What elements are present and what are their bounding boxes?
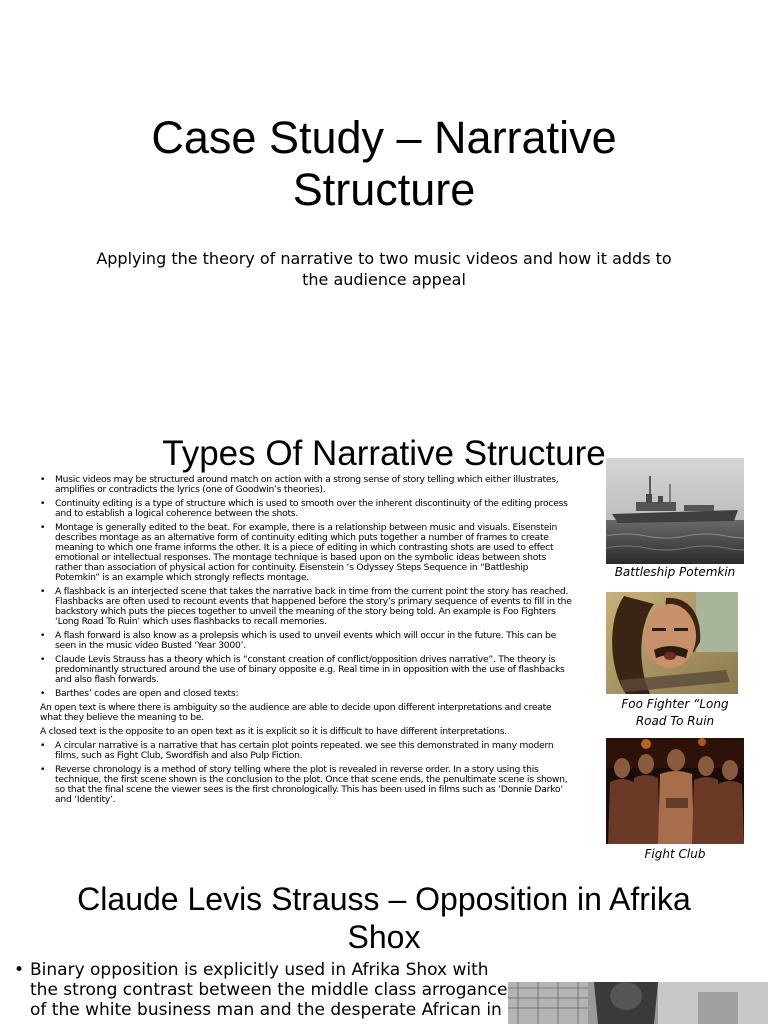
list-item: • Continuity editing is a type of structure which is used to smooth over the inherent discontinuity of the editing process and to establish a logical coherence between the shots. <box>40 499 572 519</box>
list-item: • A flash forward is also know as a prolepsis which is used to unveil events which will occur in the future. This can be seen in the music video Busted ‘Year 3000’. <box>40 631 572 651</box>
caption-foo-fighters <box>606 696 744 730</box>
slide1-title-line2: Structure <box>292 164 476 215</box>
afrika-shox-image <box>508 982 768 1024</box>
caption-foo-line2: Road To Ruin <box>635 714 715 728</box>
bullet-list-top <box>40 475 572 699</box>
slide1-title-line1: Case Study – Narrative <box>151 112 617 163</box>
list-item: • Music videos may be structured around match on action with a strong sense of story telling which either illustrates, amplifies or contradicts the lyrics (one of Goodwin’s theories). <box>40 475 572 495</box>
slide3-title-line2: Shox <box>347 919 421 955</box>
list-item: • Montage is generally edited to the beat. For example, there is a relationship between music and visuals. Eisenstein describes montage as an alternative form of continuity editing which puts together a number of frames to create meaning to which one frame informs the other. It is a piece of editing in which contrasting shots are used to effect emotional or intellectual responses. The montage technique is based upon on the symbolic ideas between shots rather than association of physical action for continuity. Eisenstein ‘s Odyssey Steps Sequence in “Battleship Potemkin” is an example which strongly reflects montage. <box>40 523 572 583</box>
slide1-subtitle-line1: Applying the theory of narrative to two music videos and how it adds to <box>96 249 672 268</box>
caption-fight-club: Fight Club <box>644 847 706 861</box>
list-item: • Reverse chronology is a method of story telling where the plot is revealed in reverse order. In a story using this technique, the first scene shown is the conclusion to the plot. Once that scene ends, the penultimate scene is shown, so that the final scene the viewer sees is the first chronologically. This has been used in films such as ‘Donnie Darko’ and ‘Identity’. <box>40 765 572 805</box>
slide2-body <box>40 475 572 809</box>
slide3-title-line1: Claude Levis Strauss – Opposition in Afrika <box>77 881 691 917</box>
fight-club-image <box>606 738 744 844</box>
slide1-subtitle-line2: the audience appeal <box>302 270 466 289</box>
slide2-title: Types Of Narrative Structure <box>162 434 606 473</box>
bullet-list-bottom <box>40 741 572 805</box>
caption-foo-line1: Foo Fighter “Long <box>621 697 729 711</box>
slide3-bullet: • Binary opposition is explicitly used in Afrika Shox with the strong contrast between the middle class arrogance of the white business man and the desperate African in <box>14 960 518 1020</box>
list-item: • Barthes’ codes are open and closed texts: <box>40 689 572 699</box>
caption-battleship: Battleship Potemkin <box>614 565 736 579</box>
slide1-subtitle <box>80 248 688 290</box>
list-item: • Claude Levis Strauss has a theory which is “constant creation of conflict/opposition drives narrative”. The theory is predominantly structured around the use of binary opposite e.g. Real time in in opposition with the use of flashbacks and also flash forwards. <box>40 655 572 685</box>
closed-text-paragraph: A closed text is the opposite to an open text as it is explicit so it is difficult to have different interpretations. <box>40 726 507 737</box>
open-text-paragraph: An open text is where there is ambiguity so the audience are able to decide upon different interpretations and create what they believe the meaning to be. <box>40 702 552 723</box>
slide1-title <box>0 112 768 216</box>
battleship-potemkin-image <box>606 458 744 564</box>
list-item: • A circular narrative is a narrative that has certain plot points repeated. we see this demonstrated in many modern films, such as Fight Club, Swordfish and also Pulp Fiction. <box>40 741 572 761</box>
slide3-title <box>0 880 768 956</box>
foo-fighters-image <box>606 592 738 694</box>
list-item: • A flashback is an interjected scene that takes the narrative back in time from the current point the story has reached. Flashbacks are often used to recount events that happened before the story’s primary sequence of events to fill in the backstory which puts the pieces together to unveil the meaning of the story being told. An example is Foo Fighters ‘Long Road To Ruin’ which uses flashbacks to recall memories. <box>40 587 572 627</box>
